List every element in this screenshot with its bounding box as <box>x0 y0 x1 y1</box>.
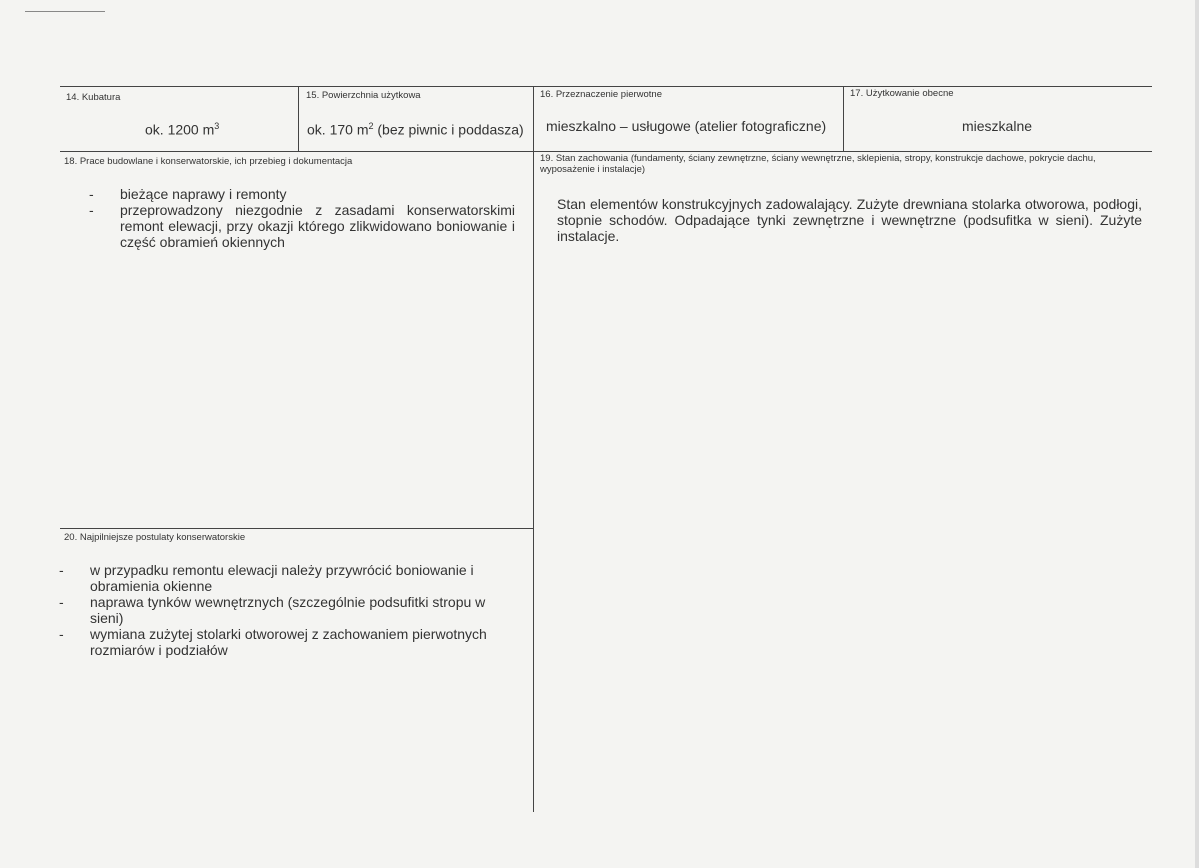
area-text: ok. 170 m <box>307 121 369 138</box>
scan-edge <box>1195 0 1199 868</box>
field-17-value: mieszkalne <box>962 118 1033 134</box>
field-18-label: 18. Prace budowlane i konserwatorskie, ich przebieg i dokumentacja <box>64 156 353 167</box>
list-item: - w przypadku remontu elewacji należy przywrócić boniowanie i obramienia okienne <box>59 562 519 594</box>
section-20-divider <box>60 528 533 529</box>
list-item: - przeprowadzony niezgodnie z zasadami konserwatorskimi remont elewacji, przy okazji którego zlikwidowano boniowanie i część obramień okiennych <box>89 202 515 250</box>
table-top-border <box>60 86 1152 87</box>
field-16-label: 16. Przeznaczenie pierwotne <box>540 89 662 100</box>
area-note: (bez piwnic i poddasza) <box>373 121 524 138</box>
col-divider <box>843 86 844 151</box>
col-divider <box>533 86 534 812</box>
field-17-label: 17. Użytkowanie obecne <box>850 88 954 99</box>
field-19-label: 19. Stan zachowania (fundamenty, ściany zewnętrzne, ściany wewnętrzne, sklepienia, stropy, konstrukcje dachowe, pokrycie dachu, wyposażenie i instalacje) <box>540 153 1096 175</box>
field-15-label: 15. Powierzchnia użytkowa <box>306 90 421 101</box>
col-divider <box>298 86 299 151</box>
list-item: - wymiana zużytej stolarki otworowej z zachowaniem pierwotnych rozmiarów i podziałów <box>59 626 519 658</box>
field-18-list <box>89 186 515 250</box>
field-20-label: 20. Najpilniejsze postulaty konserwatorskie <box>64 532 246 543</box>
kubatura-sup: 3 <box>214 121 220 131</box>
area-sup: 2 <box>368 121 374 131</box>
list-item: - naprawa tynków wewnętrznych (szczególnie podsufitki stropu w sieni) <box>59 594 519 626</box>
field-14-value <box>145 118 219 138</box>
row-divider <box>60 151 1152 152</box>
field-20-list <box>59 562 519 658</box>
list-item: - bieżące naprawy i remonty <box>89 186 515 202</box>
field-14-label: 14. Kubatura <box>66 92 121 103</box>
kubatura-text: ok. 1200 m <box>145 121 215 138</box>
field-19-value: Stan elementów konstrukcyjnych zadowalający. Zużyte drewniana stolarka otworowa, podłogi, stopnie schodów. Odpadające tynki zewnętrzne i wewnętrzne (podsufitka w sieni). Zużyte instalacje. <box>557 196 1142 244</box>
field-15-value <box>307 118 524 138</box>
scan-mark <box>25 11 105 12</box>
field-16-value: mieszkalno – usługowe (atelier fotograficzne) <box>546 118 827 134</box>
